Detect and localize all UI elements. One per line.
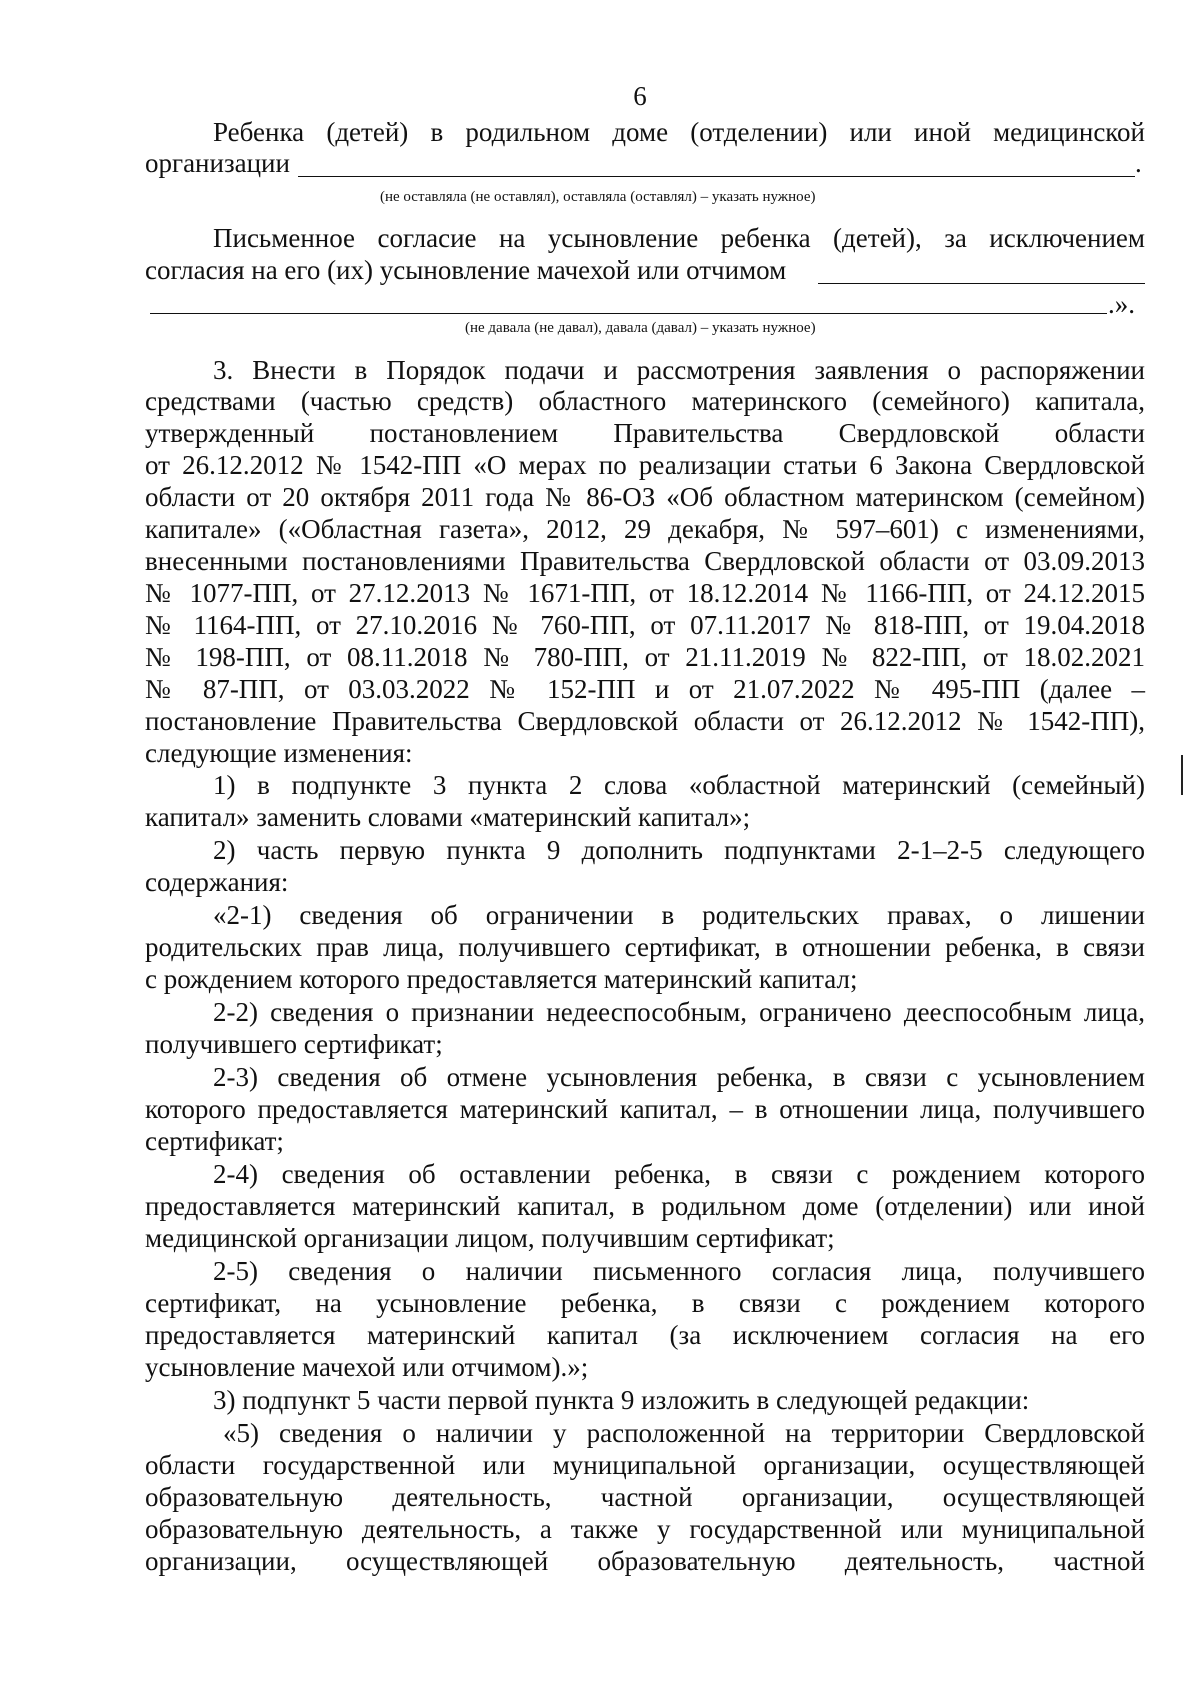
section3-line: утвержденный постановлением Правительства Свердловской области [145,418,1145,448]
section3-line: средствами (частью средств) областного материнского (семейного) капитала, [145,386,1145,416]
block2-line1: Письменное согласие на усыновление ребенка (детей), за исключением [213,223,1145,253]
sub21-line: с рождением которого предоставляется материнский капитал; [145,964,858,994]
item1-line: капитал» заменить словами «материнский капитал»; [145,802,751,832]
block1-line1: Ребенка (детей) в родильном доме (отделении) или иной медицинской [213,117,1145,147]
block2-blank-field-2[interactable] [150,313,1107,314]
sub25-line: усыновление мачехой или отчимом).»; [145,1352,589,1382]
block2-note: (не давала (не давал), давала (давал) – указать нужное) [465,320,816,336]
sub23-line: 2-3) сведения об отмене усыновления ребенка, в связи с усыновлением [213,1062,1145,1092]
page-number: 6 [633,81,647,111]
section3-line: следующие изменения: [145,738,413,768]
sub25-line: 2-5) сведения о наличии письменного согласия лица, получившего [213,1256,1145,1286]
sub5-line: области государственной или муниципальной организации, осуществляющей [145,1450,1145,1480]
sub5-line: «5) сведения о наличии у расположенной на территории Свердловской [223,1418,1145,1448]
block2-line3-end: .». [1108,289,1135,319]
block1-line2-lead: организации [145,148,290,178]
block1-note: (не оставляла (не оставлял), оставляла (оставлял) – указать нужное) [380,189,816,205]
sub5-line: образовательную деятельность, частной организации, осуществляющей [145,1482,1145,1512]
block2-line2-lead: согласия на его (их) усыновление мачехой или отчимом [145,255,787,285]
block1-blank-field[interactable] [298,176,1135,177]
block1-line2-end: . [1135,148,1142,178]
section3-line: 3. Внести в Порядок подачи и рассмотрения заявления о распоряжении [213,355,1145,385]
section3-line: постановление Правительства Свердловской области от 26.12.2012 № 1542-ПП), [145,706,1145,736]
section3-line: № 1077-ПП, от 27.12.2013 № 1671-ПП, от 18.12.2014 № 1166-ПП, от 24.12.2015 [145,578,1145,608]
section3-line: капитале» («Областная газета», 2012, 29 декабря, № 597–601) с изменениями, [145,514,1145,544]
sub25-line: сертификат, на усыновление ребенка, в связи с рождением которого [145,1288,1145,1318]
sub22-line: получившего сертификат; [145,1029,443,1059]
section3-line: № 198-ПП, от 08.11.2018 № 780-ПП, от 21.11.2019 № 822-ПП, от 18.02.2021 [145,642,1145,672]
sub24-line: предоставляется материнский капитал, в родильном доме (отделении) или иной [145,1191,1145,1221]
item2-line: 2) часть первую пункта 9 дополнить подпунктами 2-1–2-5 следующего [213,835,1145,865]
item1-line: 1) в подпункте 3 пункта 2 слова «областной материнский (семейный) [213,770,1145,800]
sub24-line: 2-4) сведения об оставлении ребенка, в связи с рождением которого [213,1159,1145,1189]
sub5-line: организации, осуществляющей образовательную деятельность, частной [145,1546,1145,1576]
sub21-line: родительских прав лица, получившего сертификат, в отношении ребенка, в связи [145,932,1145,962]
sub21-line: «2-1) сведения об ограничении в родительских правах, о лишении [213,900,1145,930]
margin-mark [1181,755,1183,795]
sub23-line: которого предоставляется материнский капитал, – в отношении лица, получившего [145,1094,1145,1124]
block2-blank-field-1[interactable] [818,283,1145,284]
sub22-line: 2-2) сведения о признании недееспособным, ограничено дееспособным лица, [213,997,1145,1027]
sub5-line: образовательную деятельность, а также у государственной или муниципальной [145,1514,1145,1544]
section3-line: № 1164-ПП, от 27.10.2016 № 760-ПП, от 07.11.2017 № 818-ПП, от 19.04.2018 [145,610,1145,640]
section3-line: внесенными постановлениями Правительства Свердловской области от 03.09.2013 [145,546,1145,576]
sub23-line: сертификат; [145,1126,284,1156]
section3-line: от 26.12.2012 № 1542-ПП «О мерах по реализации статьи 6 Закона Свердловской [145,450,1145,480]
item3-line: 3) подпункт 5 части первой пункта 9 изложить в следующей редакции: [213,1385,1030,1415]
section3-line: № 87-ПП, от 03.03.2022 № 152-ПП и от 21.07.2022 № 495-ПП (далее – [145,674,1145,704]
sub25-line: предоставляется материнский капитал (за исключением согласия на его [145,1320,1145,1350]
sub24-line: медицинской организации лицом, получившим сертификат; [145,1223,835,1253]
item2-line: содержания: [145,867,289,897]
section3-line: области от 20 октября 2011 года № 86-ОЗ «Об областном материнском (семейном) [145,482,1145,512]
